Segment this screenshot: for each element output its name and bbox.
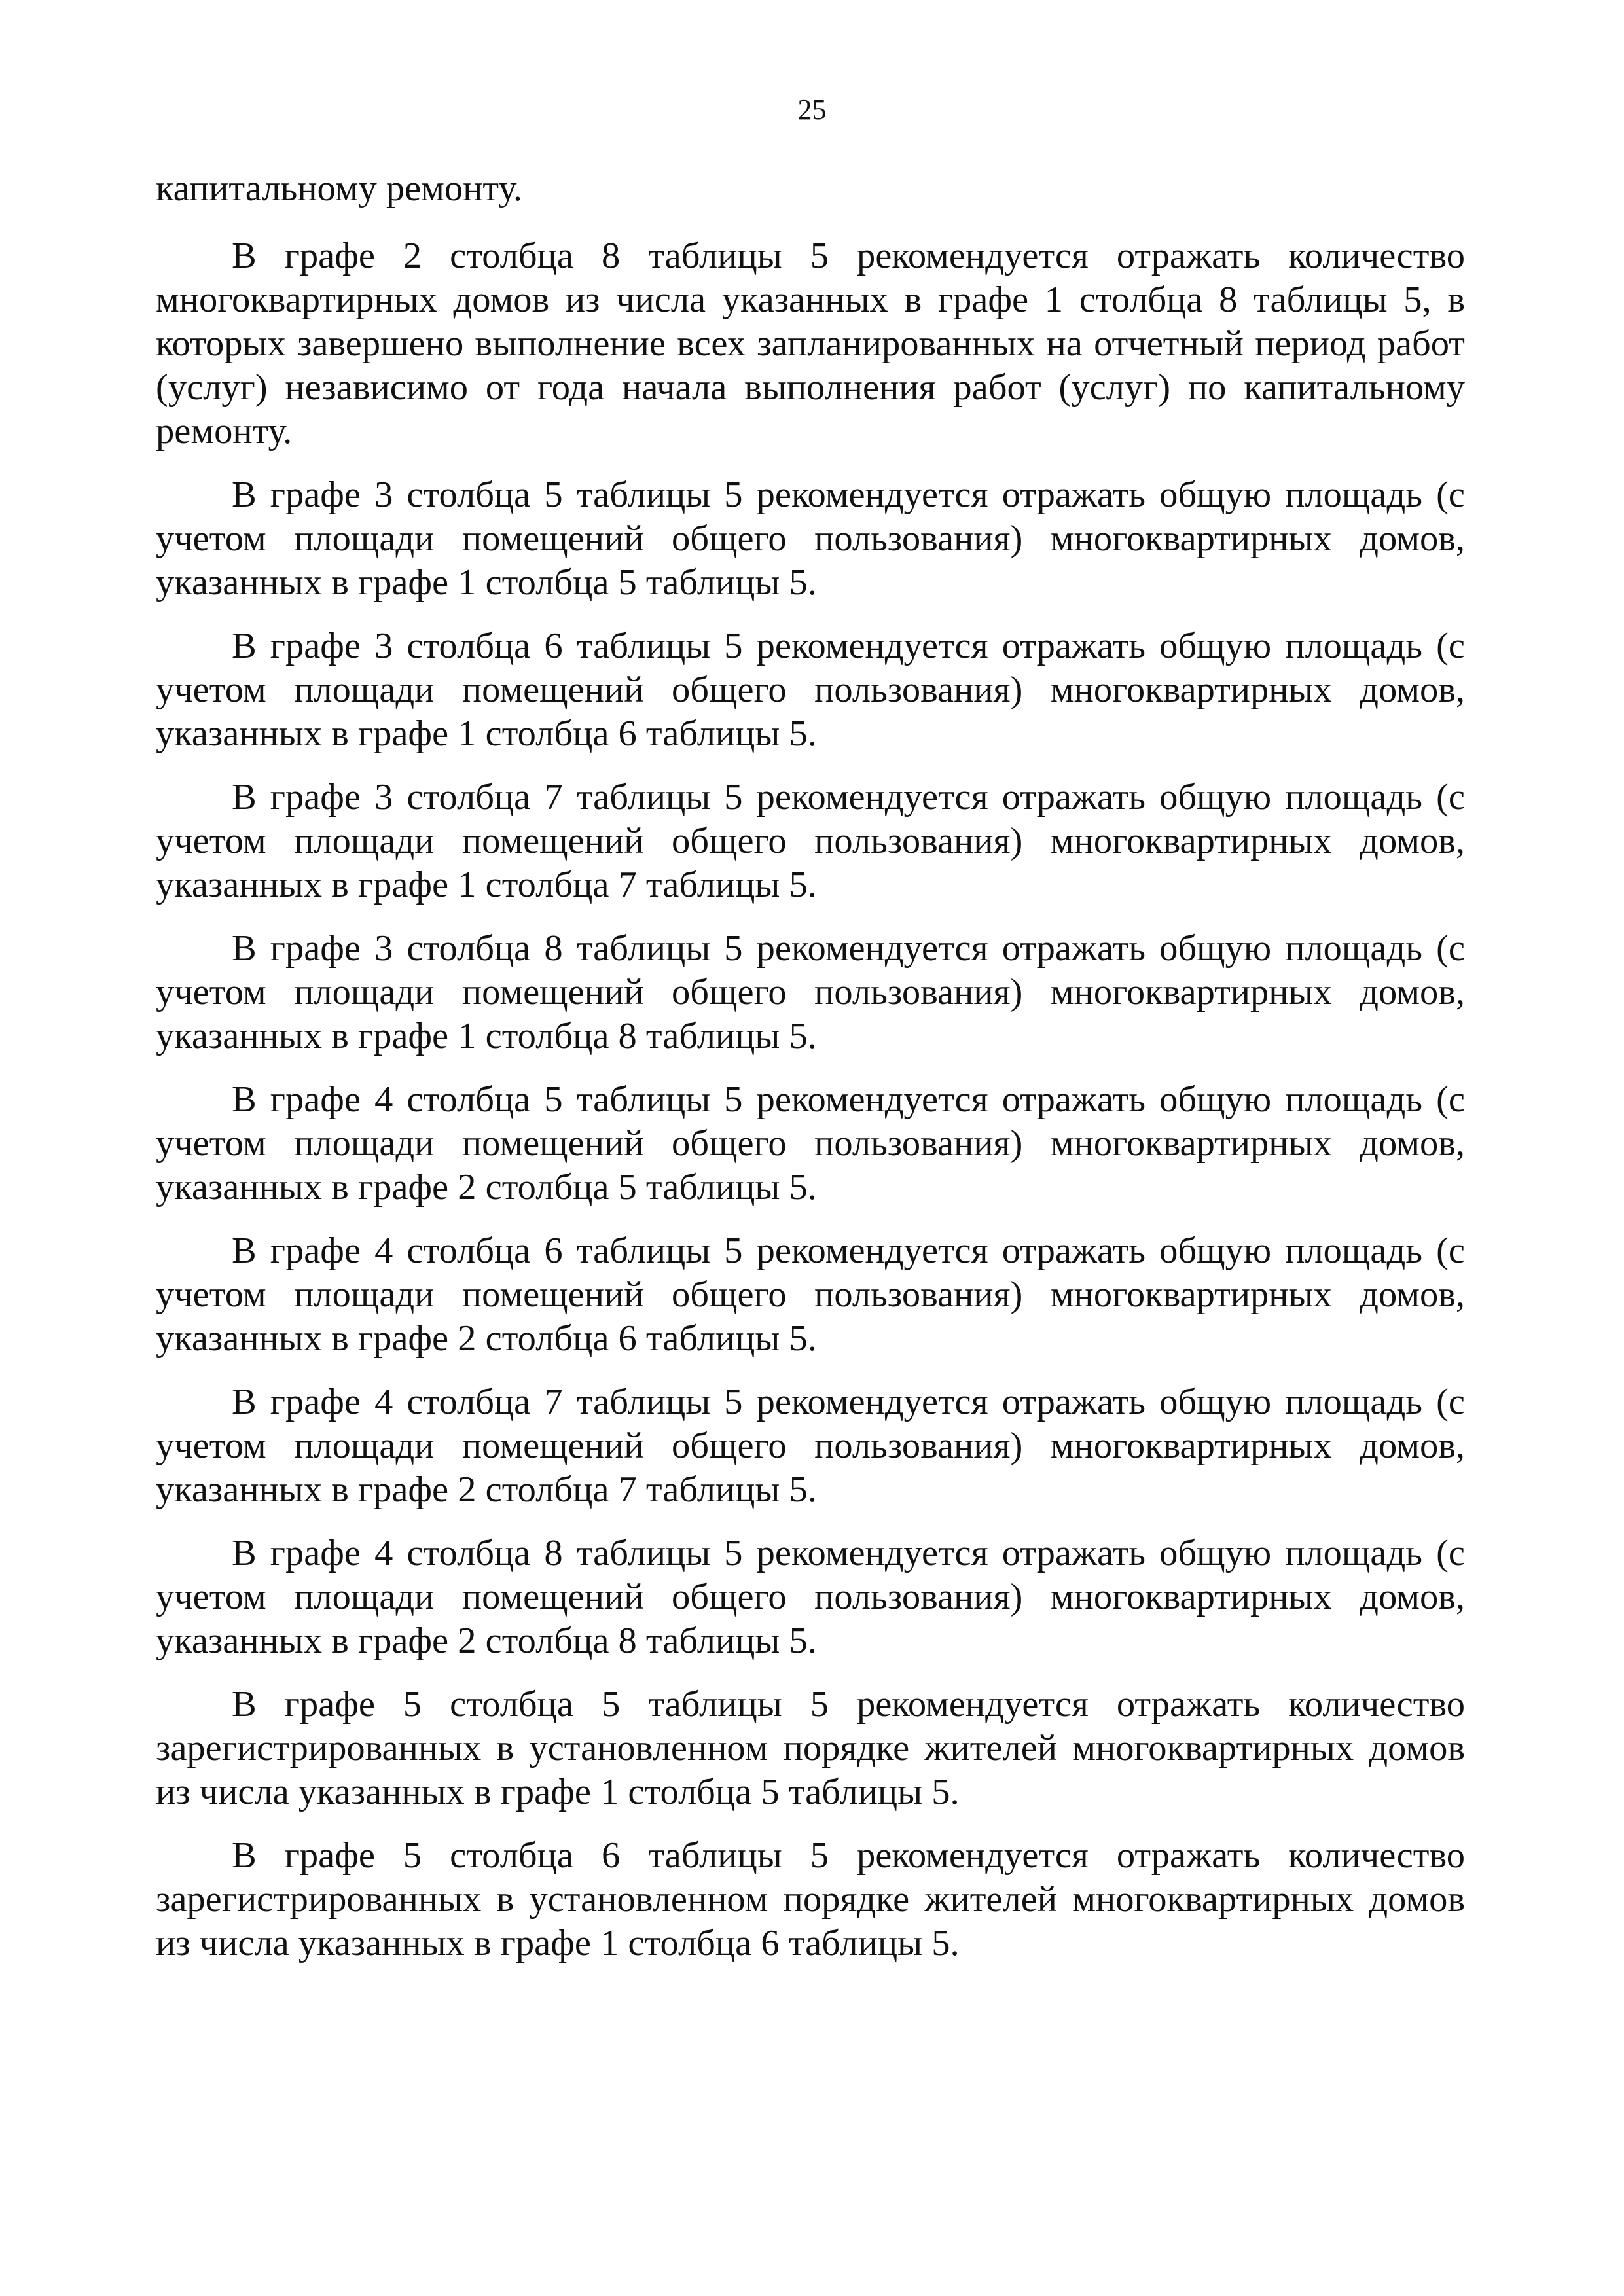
paragraph-continuation: капитальному ремонту. — [156, 168, 523, 209]
paragraph: В графе 4 столбца 8 таблицы 5 рекомендуется отражать общую площадь (с учетом площади помещений общего пользования) многоквартирных домов, указанных в графе 2 столбца 8 таблицы 5. — [156, 1533, 1465, 1661]
paragraph: В графе 3 столбца 5 таблицы 5 рекомендуется отражать общую площадь (с учетом площади помещений общего пользования) многоквартирных домов, указанных в графе 1 столбца 5 таблицы 5. — [156, 475, 1465, 603]
paragraph: В графе 2 столбца 8 таблицы 5 рекомендуется отражать количество многоквартирных домов из числа указанных в графе 1 столбца 8 таблицы 5, в которых завершено выполнение всех запланированных на отчетный период работ (услуг) независимо от года начала выполнения работ (услуг) по капитальному ремонту. — [156, 236, 1465, 452]
paragraph: В графе 4 столбца 7 таблицы 5 рекомендуется отражать общую площадь (с учетом площади помещений общего пользования) многоквартирных домов, указанных в графе 2 столбца 7 таблицы 5. — [156, 1382, 1465, 1510]
paragraph: В графе 5 столбца 5 таблицы 5 рекомендуется отражать количество зарегистрированных в установленном порядке жителей многоквартирных домов из числа указанных в графе 1 столбца 5 таблицы 5. — [156, 1684, 1465, 1812]
paragraph: В графе 4 столбца 6 таблицы 5 рекомендуется отражать общую площадь (с учетом площади помещений общего пользования) многоквартирных домов, указанных в графе 2 столбца 6 таблицы 5. — [156, 1230, 1465, 1359]
document-body — [156, 167, 1465, 1985]
paragraph: В графе 3 столбца 8 таблицы 5 рекомендуется отражать общую площадь (с учетом площади помещений общего пользования) многоквартирных домов, указанных в графе 1 столбца 8 таблицы 5. — [156, 928, 1465, 1056]
paragraph: В графе 3 столбца 6 таблицы 5 рекомендуется отражать общую площадь (с учетом площади помещений общего пользования) многоквартирных домов, указанных в графе 1 столбца 6 таблицы 5. — [156, 626, 1465, 754]
paragraph: В графе 5 столбца 6 таблицы 5 рекомендуется отражать количество зарегистрированных в установленном порядке жителей многоквартирных домов из числа указанных в графе 1 столбца 6 таблицы 5. — [156, 1835, 1465, 1964]
paragraph: В графе 4 столбца 5 таблицы 5 рекомендуется отражать общую площадь (с учетом площади помещений общего пользования) многоквартирных домов, указанных в графе 2 столбца 5 таблицы 5. — [156, 1079, 1465, 1208]
page-number: 25 — [797, 94, 827, 126]
paragraph: В графе 3 столбца 7 таблицы 5 рекомендуется отражать общую площадь (с учетом площади помещений общего пользования) многоквартирных домов, указанных в графе 1 столбца 7 таблицы 5. — [156, 777, 1465, 905]
